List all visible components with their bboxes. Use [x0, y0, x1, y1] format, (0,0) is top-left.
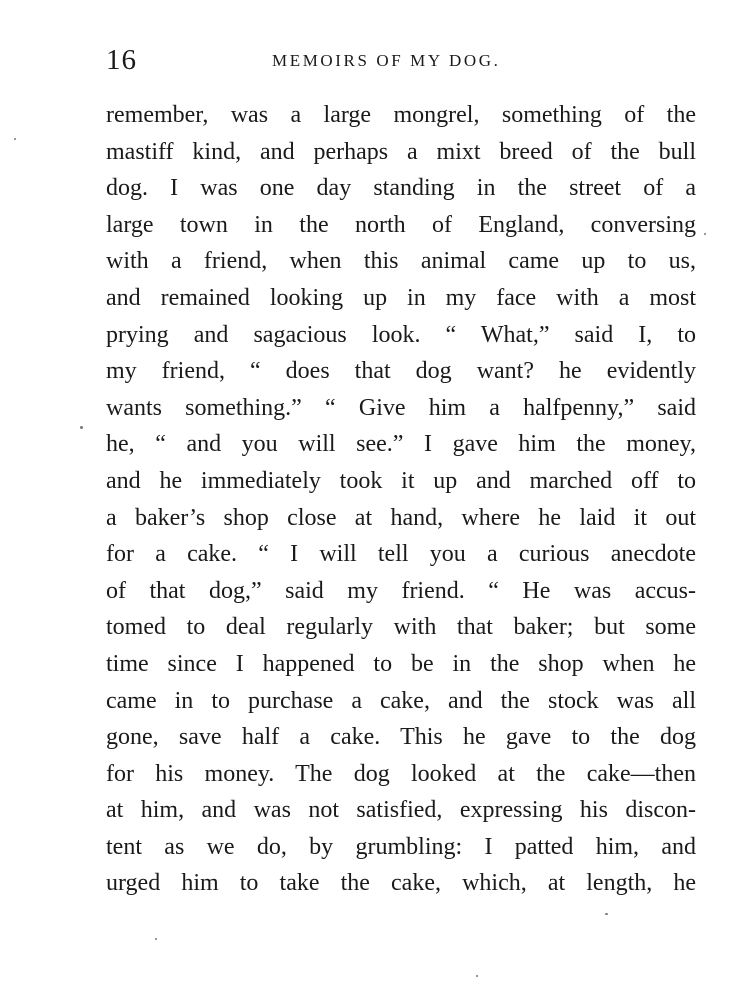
text-line-content: urged him to take the cake, which, at length, he	[106, 870, 696, 897]
text-line-content: time since I happened to be in the shop when he	[106, 650, 696, 677]
text-line	[106, 609, 696, 646]
text-line	[106, 829, 696, 866]
text-line-content: gone, save half a cake. This he gave to the dog	[106, 724, 696, 751]
paper-speck	[605, 913, 608, 915]
text-line	[106, 317, 696, 354]
text-line	[106, 426, 696, 463]
text-line-content: prying and sagacious look. “ What,” said I, to	[106, 321, 696, 348]
text-line-content: for his money. The dog looked at the cake—then	[106, 760, 696, 787]
text-line-content: at him, and was not satisfied, expressing his discon-	[106, 797, 696, 824]
text-line	[106, 243, 696, 280]
text-line-content: remember, was a large mongrel, something of the	[106, 102, 696, 128]
text-line-content: with a friend, when this animal came up to us,	[106, 248, 696, 275]
page-number: 16	[106, 44, 137, 76]
paper-speck	[14, 138, 16, 140]
text-line-content: and he immediately took it up and marched off to	[106, 467, 696, 494]
text-line	[106, 792, 696, 829]
text-line-content: a baker’s shop close at hand, where he laid it out	[106, 504, 696, 531]
text-line	[106, 683, 696, 720]
text-line	[106, 646, 696, 683]
text-line	[106, 756, 696, 793]
text-line	[106, 170, 696, 207]
text-line	[106, 573, 696, 610]
text-line	[106, 536, 696, 573]
text-line	[106, 719, 696, 756]
text-line-content: mastiff kind, and perhaps a mixt breed of the bull	[106, 138, 696, 165]
paper-speck	[80, 426, 83, 429]
text-line	[106, 500, 696, 537]
text-line	[106, 463, 696, 500]
text-line-content: wants something.” “ Give him a halfpenny,” said	[106, 394, 696, 421]
text-line	[106, 390, 696, 427]
text-line-content: came in to purchase a cake, and the stock was all	[106, 687, 696, 714]
text-line-content: of that dog,” said my friend. “ He was accus-	[106, 577, 696, 604]
text-line	[106, 865, 696, 902]
text-line-content: for a cake. “ I will tell you a curious anecdote	[106, 541, 696, 568]
text-line-content: tent as we do, by grumbling: I patted him, and	[106, 833, 696, 860]
text-line-content: tomed to deal regularly with that baker; but some	[106, 614, 696, 641]
body-text	[106, 97, 696, 902]
text-line	[106, 280, 696, 317]
text-line	[106, 134, 696, 171]
paper-speck	[155, 938, 157, 940]
text-line-content: large town in the north of England, conversing	[106, 211, 696, 238]
text-line	[106, 353, 696, 390]
paper-speck	[476, 975, 478, 977]
paper-speck	[704, 233, 706, 235]
text-line-content: and remained looking up in my face with a most	[106, 284, 696, 311]
running-title: MEMOIRS OF MY DOG.	[272, 51, 501, 70]
text-line-content: he, “ and you will see.” I gave him the money,	[106, 431, 696, 458]
page-header	[106, 40, 696, 80]
text-line	[106, 97, 696, 134]
text-line	[106, 207, 696, 244]
text-line-content: my friend, “ does that dog want? he evidently	[106, 358, 696, 385]
text-line-content: dog. I was one day standing in the street of a	[106, 175, 696, 202]
